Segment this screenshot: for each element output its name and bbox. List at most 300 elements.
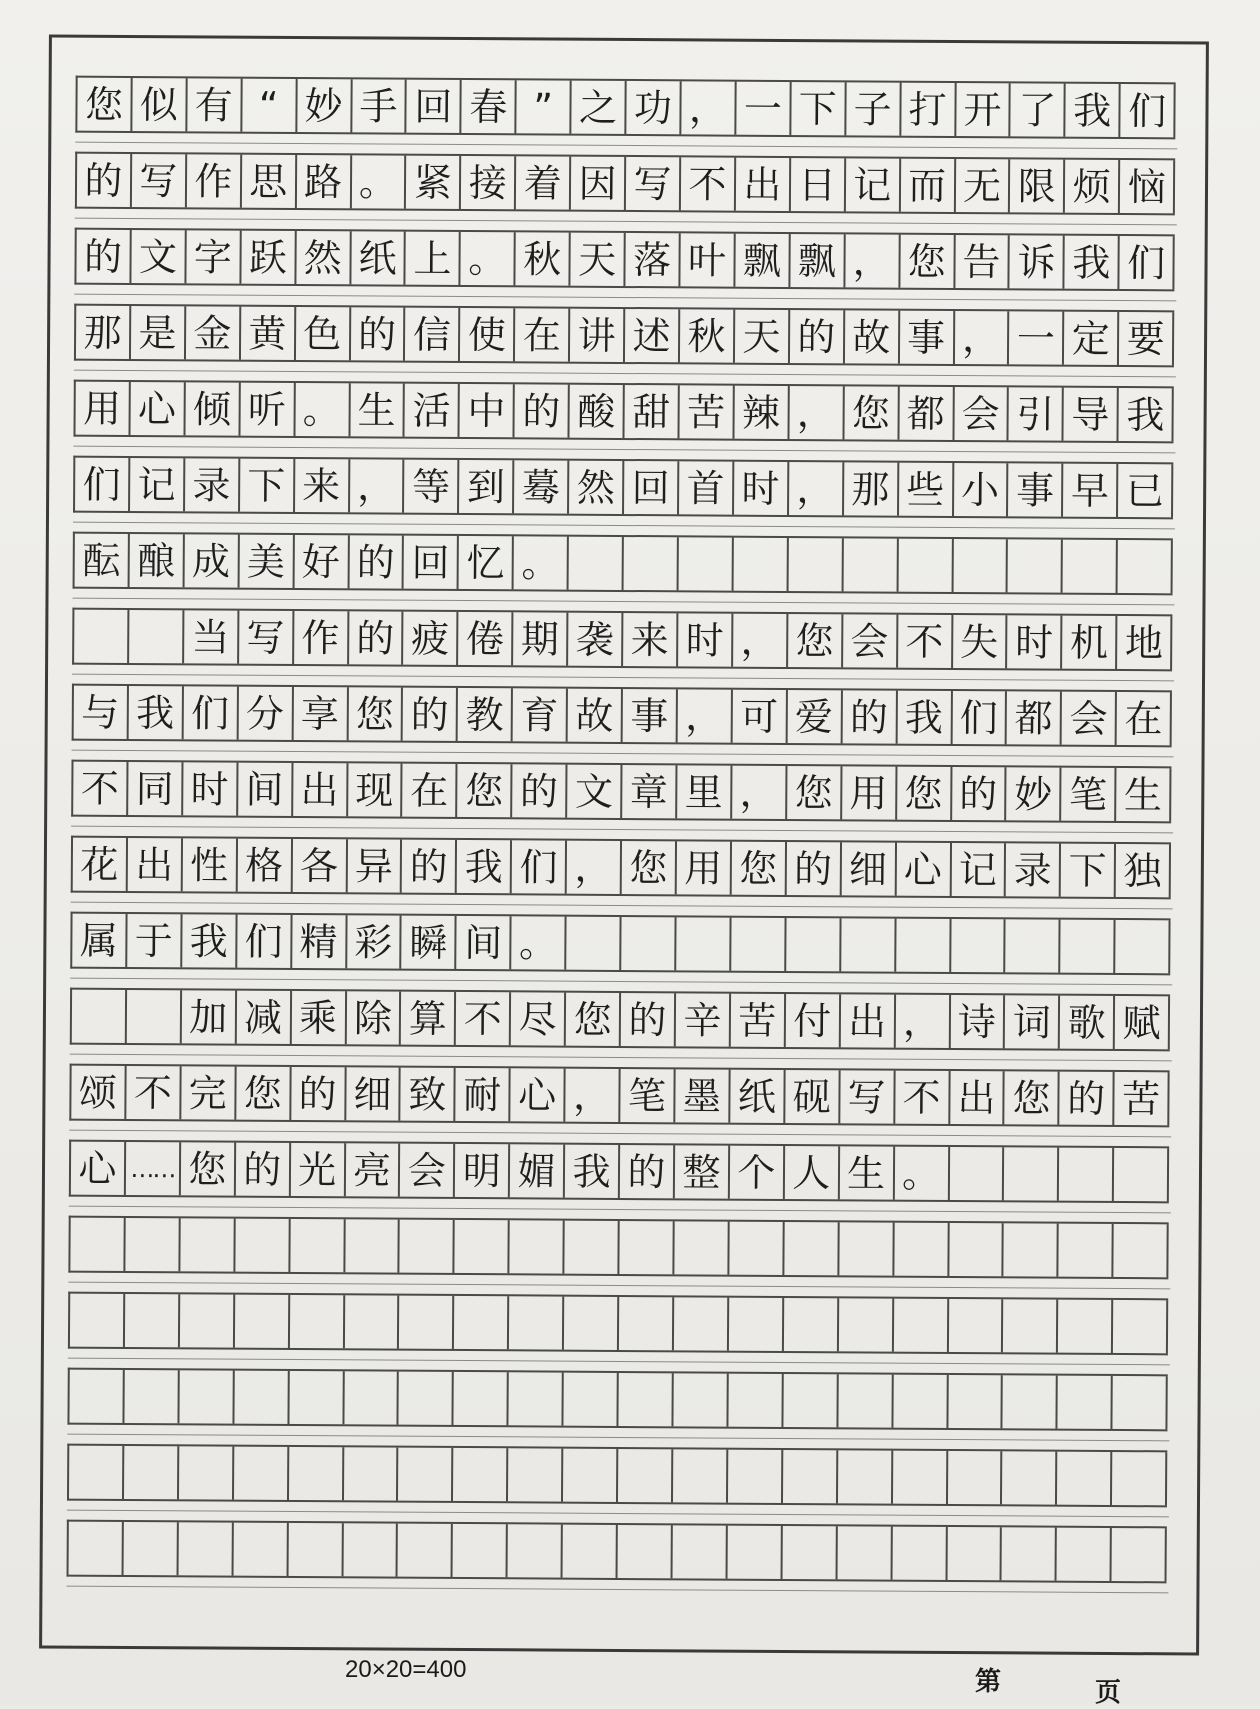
grid-cell: 们 <box>183 686 238 739</box>
grid-cell: 引 <box>1009 387 1064 440</box>
grid-cell <box>729 1222 784 1275</box>
grid-cell: 无 <box>955 159 1010 212</box>
grid-cell <box>124 1446 179 1499</box>
grid-cell: 事 <box>1008 463 1063 516</box>
grid-cell <box>399 1296 454 1349</box>
grid-cell: 回 <box>404 536 459 589</box>
grid-cell: 会 <box>954 387 1009 440</box>
grid-cell <box>1004 1223 1059 1276</box>
grid-cell: 诗 <box>950 995 1005 1048</box>
grid-cell <box>1118 540 1173 593</box>
grid-cell: 活 <box>405 384 460 437</box>
grid-cell <box>621 917 676 970</box>
grid-cell <box>1004 1147 1059 1200</box>
grid-cell: 细 <box>346 1067 401 1120</box>
grid-cell: 中 <box>460 384 515 437</box>
grid-cell <box>728 1374 783 1427</box>
grid-cell: 不 <box>126 1066 181 1119</box>
grid-cell <box>344 1447 399 1500</box>
grid-spec-label: 20×20=400 <box>345 1656 467 1683</box>
grid-cell <box>948 1375 1003 1428</box>
grid-cell: 耐 <box>456 1068 511 1121</box>
grid-cell: 天 <box>571 233 626 286</box>
grid-cell: 美 <box>239 535 294 588</box>
grid-cell: 们 <box>1121 84 1176 137</box>
grid-cell <box>618 1449 673 1502</box>
grid-cell: 的 <box>236 1143 291 1196</box>
grid-cell <box>127 990 182 1043</box>
grid-cell: 间 <box>457 916 512 969</box>
grid-cell: 加 <box>182 990 237 1043</box>
grid-cell: 字 <box>186 230 241 283</box>
grid-cell: 心 <box>511 1068 566 1121</box>
grid-cell <box>70 1218 125 1271</box>
grid-cell <box>123 1522 178 1575</box>
grid-cell: 日 <box>791 158 846 211</box>
grid-cell: 用 <box>842 766 897 819</box>
grid-cell: 然 <box>569 461 624 514</box>
grid-cell: 。 <box>461 232 516 285</box>
grid-row <box>73 532 1173 596</box>
grid-cell: 酝 <box>75 534 130 587</box>
grid-cell: 似 <box>132 78 187 131</box>
grid-cell: 的 <box>291 1067 346 1120</box>
grid-cell <box>69 1522 124 1575</box>
grid-row <box>73 456 1173 520</box>
grid-cell: 歌 <box>1060 996 1115 1049</box>
grid-cell: 们 <box>1120 236 1175 289</box>
grid-cell: 上 <box>406 232 461 285</box>
grid-cell: 回 <box>624 461 679 514</box>
grid-cell: 瞬 <box>402 916 457 969</box>
grid-cell: 时 <box>678 613 733 666</box>
grid-cell <box>1002 1527 1057 1580</box>
grid-cell: 在 <box>403 764 458 817</box>
grid-cell: 纸 <box>351 231 406 284</box>
grid-cell <box>508 1448 563 1501</box>
grid-cell: 接 <box>461 156 516 209</box>
grid-cell: 落 <box>625 233 680 286</box>
grid-cell <box>618 1525 673 1578</box>
grid-cell <box>837 1526 892 1579</box>
grid-cell: 酿 <box>129 534 184 587</box>
grid-cell <box>898 539 953 592</box>
grid-cell <box>619 1297 674 1350</box>
grid-cell <box>894 1223 949 1276</box>
grid-row <box>67 1368 1167 1432</box>
grid-cell: 的 <box>350 307 405 360</box>
grid-cell: 花 <box>73 838 128 891</box>
grid-cell: 们 <box>952 691 1007 744</box>
grid-cell: 苦 <box>1115 1072 1170 1125</box>
grid-cell: 下 <box>240 459 295 512</box>
grid-cell: 秋 <box>680 309 735 362</box>
grid-cell: 的 <box>402 840 457 893</box>
grid-cell: 机 <box>1062 616 1117 669</box>
grid-cell <box>290 1295 345 1348</box>
grid-cell <box>344 1295 399 1348</box>
grid-cell <box>733 538 788 591</box>
grid-cell: 导 <box>1064 388 1119 441</box>
grid-cell <box>672 1525 727 1578</box>
grid-cell <box>509 1296 564 1349</box>
grid-cell: 墨 <box>675 1069 730 1122</box>
grid-cell: 。 <box>511 916 566 969</box>
grid-cell: 出 <box>293 763 348 816</box>
grid-cell: 的 <box>790 310 845 363</box>
grid-cell: 我 <box>897 691 952 744</box>
grid-cell: 的 <box>77 154 132 207</box>
grid-cell <box>233 1523 288 1576</box>
grid-cell: 同 <box>128 762 183 815</box>
grid-cell: 时 <box>734 462 789 515</box>
grid-cell: 回 <box>407 80 462 133</box>
grid-cell <box>235 1219 290 1272</box>
grid-cell: ， <box>954 311 1009 364</box>
grid-cell: 彩 <box>347 915 402 968</box>
grid-cell: 各 <box>292 839 347 892</box>
grid-cell: 地 <box>1117 616 1172 669</box>
grid-cell <box>398 1448 453 1501</box>
grid-cell: 光 <box>290 1143 345 1196</box>
grid-cell: 疲 <box>404 612 459 665</box>
grid-cell: 的 <box>952 767 1007 820</box>
grid-cell: 们 <box>512 840 567 893</box>
grid-row <box>69 1140 1169 1204</box>
grid-cell <box>565 1221 620 1274</box>
grid-cell <box>1002 1451 1057 1504</box>
grid-cell: 现 <box>348 763 403 816</box>
grid-cell <box>838 1374 893 1427</box>
grid-cell <box>893 1451 948 1504</box>
grid-cell: 的 <box>515 384 570 437</box>
grid-cell <box>179 1370 234 1423</box>
grid-cell <box>727 1526 782 1579</box>
grid-row <box>74 304 1174 368</box>
grid-cell: 都 <box>899 387 954 440</box>
grid-cell <box>947 1451 1002 1504</box>
grid-cell: ， <box>567 841 622 894</box>
grid-frame <box>39 34 1209 1655</box>
grid-cell: 恼 <box>1120 160 1175 213</box>
grid-cell: ， <box>565 1069 620 1122</box>
grid-cell: 了 <box>1011 83 1066 136</box>
grid-cell: 作 <box>294 611 349 664</box>
grid-cell <box>454 1372 509 1425</box>
grid-cell <box>510 1220 565 1273</box>
grid-cell: 与 <box>74 686 129 739</box>
grid-cell: 色 <box>296 307 351 360</box>
grid-cell: 育 <box>513 688 568 741</box>
grid-cell: 写 <box>132 154 187 207</box>
grid-cell: 我 <box>1065 236 1120 289</box>
grid-cell: 性 <box>183 838 238 891</box>
grid-cell: 下 <box>1061 844 1116 897</box>
grid-cell: 时 <box>183 762 238 815</box>
grid-row <box>74 228 1174 292</box>
grid-cell: 您 <box>181 1142 236 1195</box>
grid-cell: ， <box>733 614 788 667</box>
grid-cell: 除 <box>346 991 401 1044</box>
grid-cell: 不 <box>681 157 736 210</box>
grid-cell: 而 <box>900 159 955 212</box>
grid-cell <box>1008 539 1063 592</box>
grid-cell: 等 <box>404 460 459 513</box>
grid-cell <box>124 1370 179 1423</box>
grid-cell <box>179 1446 234 1499</box>
grid-row <box>75 152 1175 216</box>
grid-cell: 然 <box>296 231 351 284</box>
grid-cell <box>566 917 621 970</box>
grid-cell: 我 <box>1066 84 1121 137</box>
grid-cell <box>289 1447 344 1500</box>
grid-cell: 用 <box>75 382 130 435</box>
grid-cell <box>949 1223 1004 1276</box>
grid-cell: 甜 <box>625 385 680 438</box>
grid-cell <box>72 990 127 1043</box>
grid-cell: 您 <box>566 993 621 1046</box>
grid-cell <box>1114 1148 1169 1201</box>
grid-cell: 述 <box>625 309 680 362</box>
grid-cell <box>1113 1376 1168 1429</box>
grid-cell: 您 <box>844 386 899 439</box>
grid-cell: ， <box>681 81 736 134</box>
grid-cell: 事 <box>623 689 678 742</box>
grid-cell: 会 <box>843 614 898 667</box>
grid-cell: 故 <box>568 689 623 742</box>
grid-cell: 。 <box>894 1147 949 1200</box>
grid-cell: 紧 <box>406 156 461 209</box>
grid-cell: 当 <box>184 610 239 663</box>
grid-cell: 完 <box>181 1066 236 1119</box>
grid-cell <box>843 538 898 591</box>
grid-cell: 不 <box>898 615 953 668</box>
grid-cell: 跃 <box>241 231 296 284</box>
grid-cell: 付 <box>786 994 841 1047</box>
grid-cell: …… <box>126 1142 181 1195</box>
grid-cell: 您 <box>236 1067 291 1120</box>
grid-cell <box>344 1371 399 1424</box>
grid-cell <box>453 1448 508 1501</box>
grid-cell: 都 <box>1007 691 1062 744</box>
grid-cell: 妙 <box>297 79 352 132</box>
grid-cell <box>731 918 786 971</box>
grid-cell: 的 <box>349 611 404 664</box>
grid-cell: 袭 <box>568 613 623 666</box>
grid-cell <box>1114 1224 1169 1277</box>
grid-cell: 细 <box>841 842 896 895</box>
grid-cell <box>949 1147 1004 1200</box>
page-label-prefix: 第 <box>975 1667 1002 1697</box>
grid-cell: 春 <box>462 80 517 133</box>
grid-row <box>70 912 1170 976</box>
grid-cell <box>1058 1376 1113 1429</box>
grid-cell <box>951 919 1006 972</box>
grid-cell <box>619 1373 674 1426</box>
grid-cell: 颂 <box>71 1066 126 1119</box>
grid-cell: 的 <box>621 993 676 1046</box>
grid-cell: ， <box>789 462 844 515</box>
grid-cell: 生 <box>350 383 405 436</box>
grid-cell: 算 <box>401 992 456 1045</box>
grid-row <box>72 684 1172 748</box>
grid-cell <box>784 1222 839 1275</box>
grid-cell: 您 <box>787 766 842 819</box>
grid-cell <box>948 1299 1003 1352</box>
grid-cell: 属 <box>72 914 127 967</box>
grid-cell <box>288 1523 343 1576</box>
grid-cell <box>839 1298 894 1351</box>
grid-cell <box>783 1450 838 1503</box>
grid-cell: 不 <box>895 1071 950 1124</box>
grid-cell: 小 <box>954 463 1009 516</box>
grid-cell <box>1003 1299 1058 1352</box>
grid-cell: 的 <box>620 1145 675 1198</box>
grid-cell: 的 <box>349 535 404 588</box>
grid-cell: 到 <box>459 460 514 513</box>
grid-cell <box>783 1374 838 1427</box>
grid-cell: 们 <box>75 458 130 511</box>
grid-cell: 失 <box>953 615 1008 668</box>
grid-cell <box>1059 1148 1114 1201</box>
grid-cell: 叶 <box>680 233 735 286</box>
page-label-suffix: 页 <box>1095 1678 1122 1708</box>
grid-cell: 我 <box>182 914 237 967</box>
grid-cell: 作 <box>187 154 242 207</box>
grid-cell: 生 <box>1116 768 1171 821</box>
grid-cell: 子 <box>846 82 901 135</box>
grid-cell: 您 <box>1005 1071 1060 1124</box>
grid-cell <box>125 1218 180 1271</box>
grid-cell <box>234 1447 289 1500</box>
grid-cell <box>679 537 734 590</box>
grid-cell <box>508 1524 563 1577</box>
grid-cell <box>564 1373 619 1426</box>
grid-cell <box>563 1525 618 1578</box>
grid-cell <box>1059 1224 1114 1277</box>
grid-row <box>75 76 1175 140</box>
grid-cell: 黄 <box>241 307 296 360</box>
grid-cell <box>125 1294 180 1347</box>
grid-row <box>69 1064 1169 1128</box>
grid-cell: 文 <box>131 230 186 283</box>
grid-cell <box>180 1218 235 1271</box>
grid-cell <box>947 1527 1002 1580</box>
grid-cell <box>673 1449 728 1502</box>
grid-cell: 写 <box>626 157 681 210</box>
grid-cell <box>782 1526 837 1579</box>
grid-cell <box>1003 1375 1058 1428</box>
grid-cell: 您 <box>77 78 132 131</box>
grid-cell <box>178 1522 233 1575</box>
grid-cell <box>1112 1452 1167 1505</box>
grid-cell: 可 <box>733 690 788 743</box>
grid-cell: 是 <box>131 306 186 359</box>
grid-cell: 分 <box>238 687 293 740</box>
grid-cell: ， <box>350 459 405 512</box>
grid-cell: 早 <box>1063 464 1118 517</box>
grid-row <box>70 988 1170 1052</box>
grid-cell: 记 <box>130 458 185 511</box>
grid-cell: ， <box>845 234 900 287</box>
grid-cell: 下 <box>791 82 846 135</box>
grid-row <box>68 1216 1168 1280</box>
grid-cell: 我 <box>457 840 512 893</box>
grid-cell <box>788 538 843 591</box>
grid-cell <box>892 1527 947 1580</box>
grid-cell: 录 <box>185 458 240 511</box>
grid-cell <box>563 1449 618 1502</box>
grid-cell: 些 <box>899 463 954 516</box>
grid-cell: 金 <box>186 306 241 359</box>
grid-cell <box>454 1296 509 1349</box>
grid-cell: 在 <box>515 308 570 361</box>
grid-cell <box>180 1294 235 1347</box>
grid-cell: 的 <box>842 690 897 743</box>
grid-cell: 记 <box>951 843 1006 896</box>
grid-cell <box>1112 1528 1167 1581</box>
grid-cell: 间 <box>238 763 293 816</box>
grid-cell: 精 <box>292 915 347 968</box>
grid-cell: 生 <box>840 1146 895 1199</box>
grid-cell: 录 <box>1006 843 1061 896</box>
grid-cell: ， <box>678 689 733 742</box>
grid-cell: 出 <box>128 838 183 891</box>
grid-cell: 已 <box>1118 464 1173 517</box>
grid-cell: 限 <box>1010 159 1065 212</box>
grid-cell: 手 <box>352 79 407 132</box>
grid-cell <box>729 1298 784 1351</box>
grid-row <box>72 608 1172 672</box>
grid-cell <box>345 1219 400 1272</box>
grid-cell <box>234 1371 289 1424</box>
grid-cell: 人 <box>785 1146 840 1199</box>
grid-cell: 功 <box>626 81 681 134</box>
grid-cell: 的 <box>786 842 841 895</box>
grid-cell <box>235 1295 290 1348</box>
grid-cell <box>676 917 731 970</box>
grid-cell: 个 <box>730 1146 785 1199</box>
grid-cell: 不 <box>73 762 128 815</box>
grid-cell <box>894 1299 949 1352</box>
grid-cell: 我 <box>129 686 184 739</box>
grid-cell: 。 <box>514 536 569 589</box>
grid-cell: 媚 <box>510 1144 565 1197</box>
grid-cell: 倾 <box>185 382 240 435</box>
grid-cell <box>70 1294 125 1347</box>
grid-cell: 打 <box>901 83 956 136</box>
grid-cell: 告 <box>955 235 1010 288</box>
grid-cell <box>624 537 679 590</box>
grid-cell: 开 <box>956 83 1011 136</box>
grid-cell <box>290 1219 345 1272</box>
grid-cell: 在 <box>1117 692 1172 745</box>
grid-cell: 出 <box>950 1071 1005 1124</box>
grid-cell: 定 <box>1064 312 1119 365</box>
grid-cell <box>69 1446 124 1499</box>
grid-cell <box>841 918 896 971</box>
grid-cell: 蓦 <box>514 460 569 513</box>
grid-cell: 辣 <box>734 386 789 439</box>
grid-cell: 们 <box>237 915 292 968</box>
grid-cell: 写 <box>239 611 294 664</box>
grid-cell <box>728 1450 783 1503</box>
grid-cell: 思 <box>242 155 297 208</box>
grid-cell: 好 <box>294 535 349 588</box>
grid-cell <box>1113 1300 1168 1353</box>
grid-cell <box>509 1372 564 1425</box>
grid-cell <box>1115 920 1170 973</box>
